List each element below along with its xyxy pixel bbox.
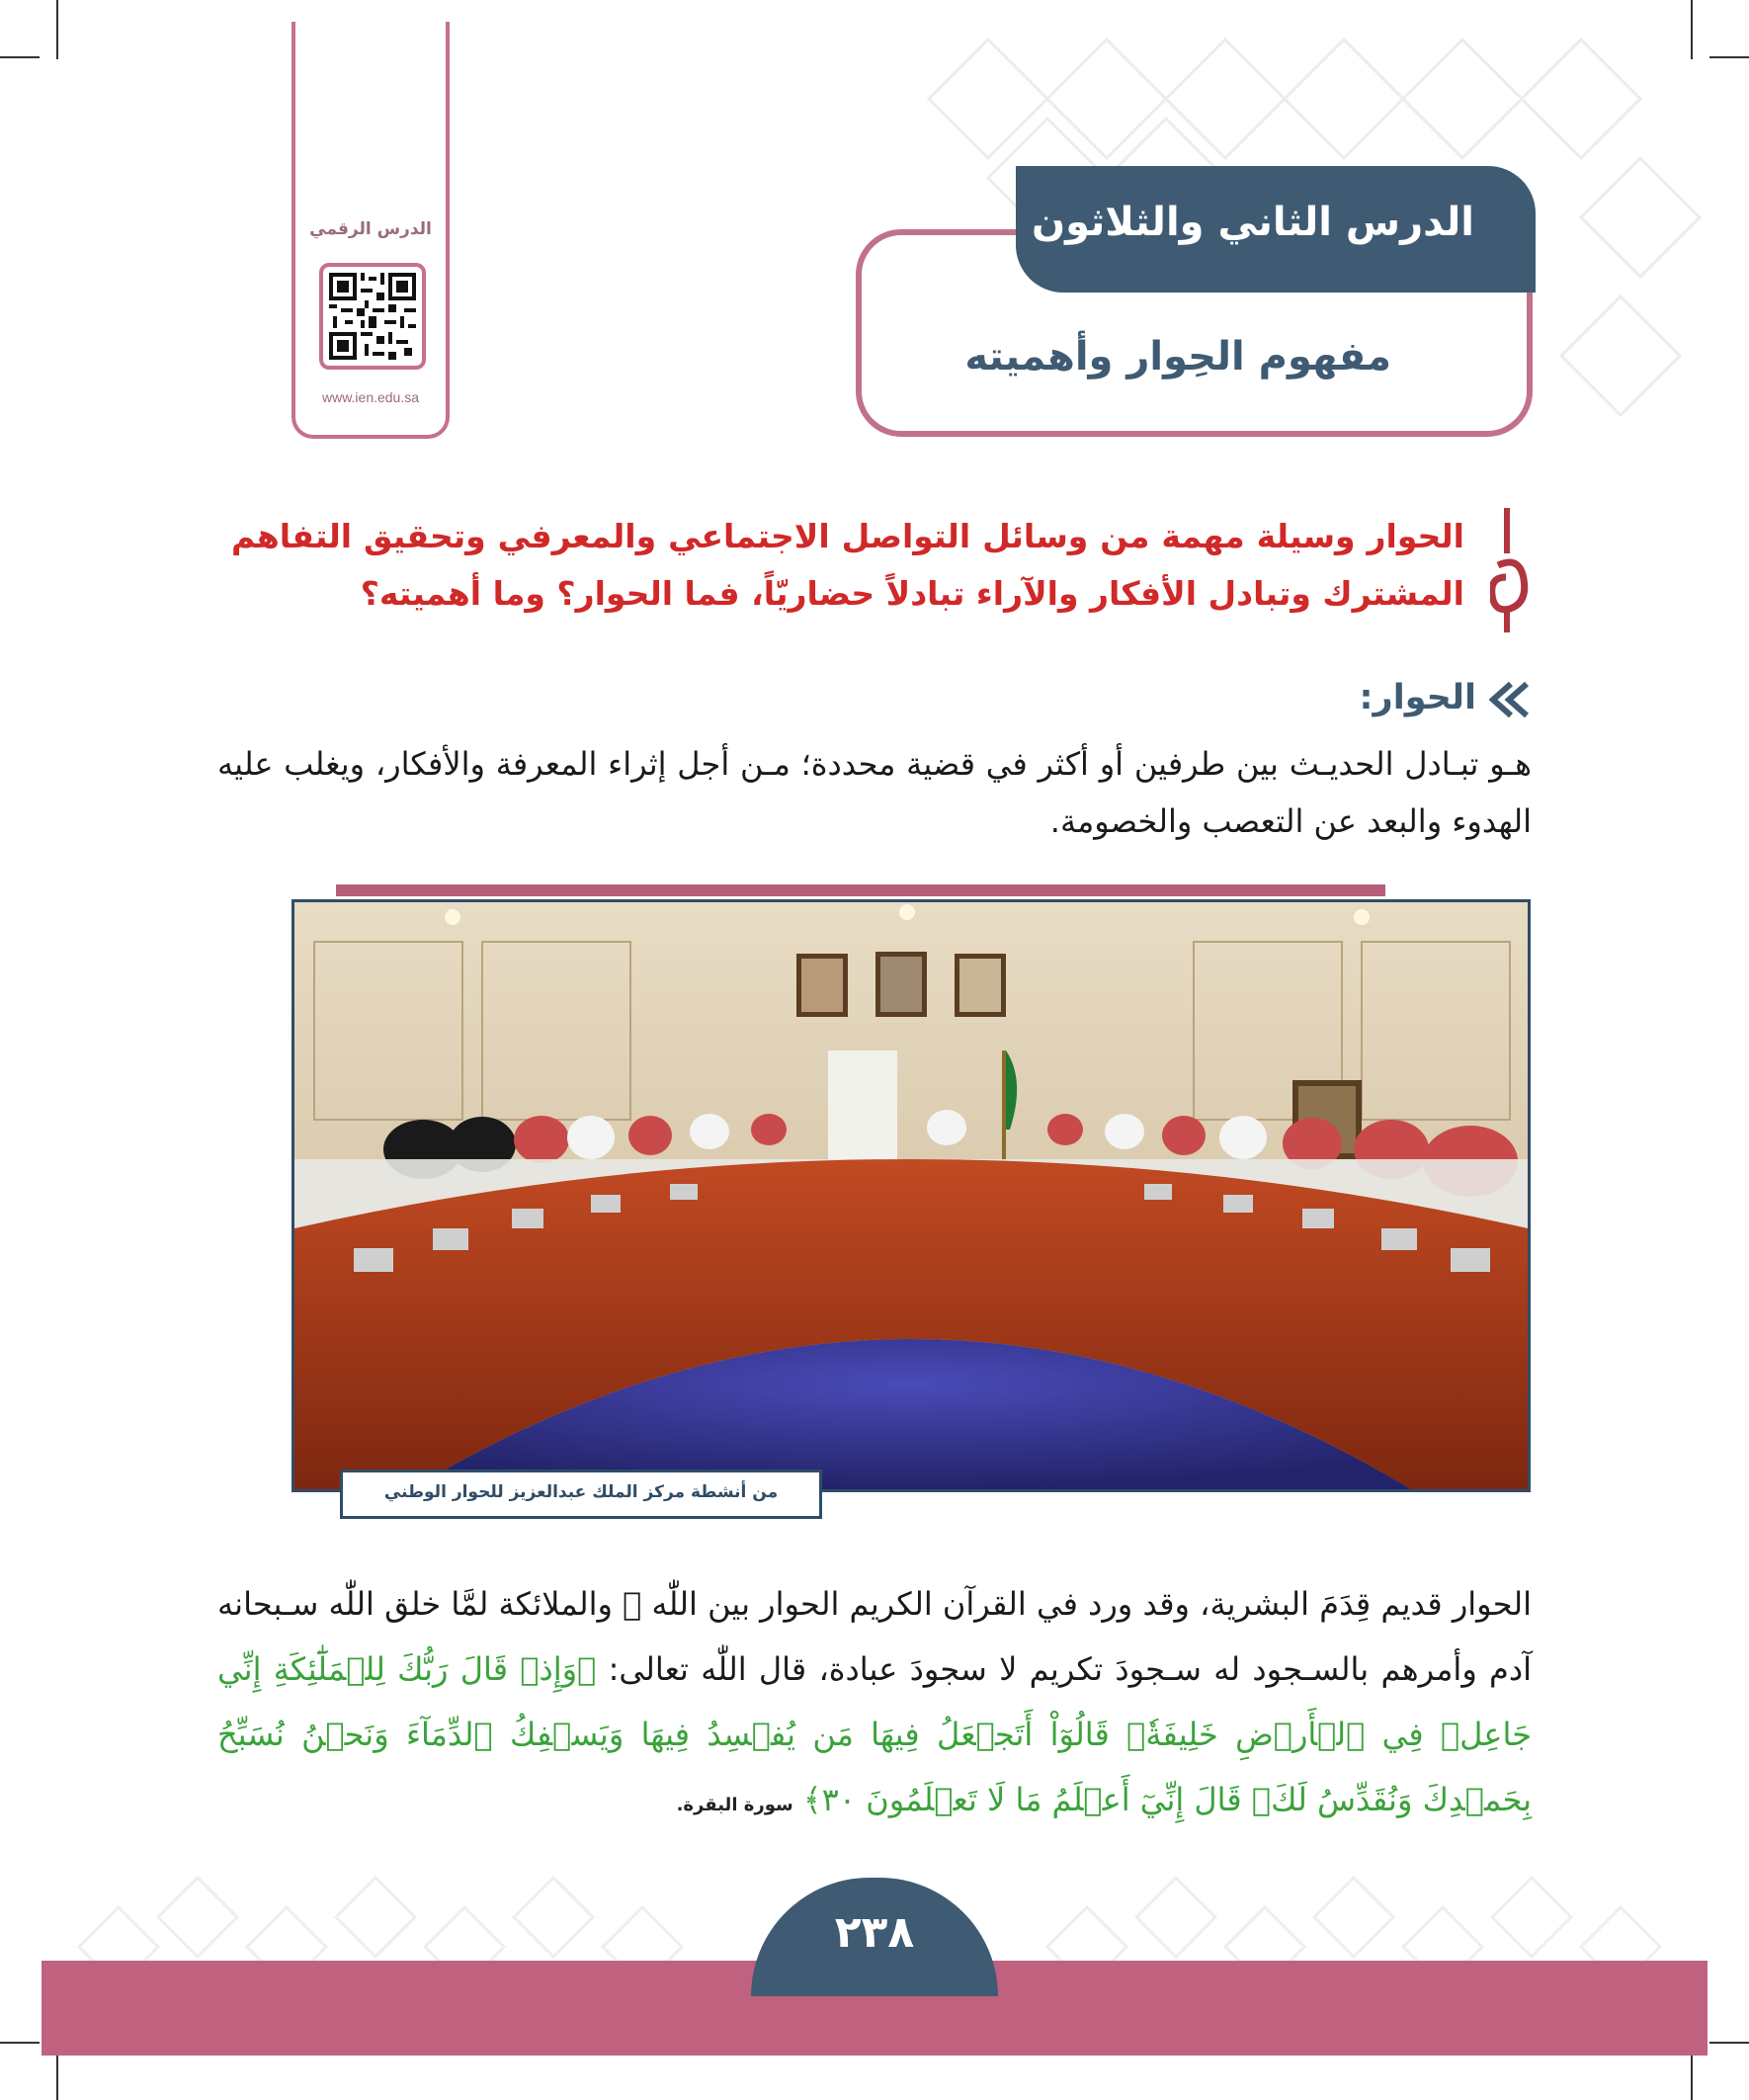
photo-accent-bar — [336, 884, 1385, 896]
body-paragraph — [217, 1571, 1532, 1838]
meeting-photo — [292, 899, 1531, 1492]
definition-heading: الحوار: — [1359, 678, 1476, 717]
quran-verse: ﴿وَإِذۡ قَالَ رَبُّكَ لِلۡمَلَٰٓئِكَةِ إِنِّي جَاعِلٞ فِي ٱلۡأَرۡضِ خَلِيفَةٗۖ قَالُوٓاْ أَتَجۡعَلُ فِيهَا مَن يُفۡسِدُ فِيهَا وَيَسۡفِكُ ٱلدِّمَآءَ وَنَحۡنُ نُسَبِّحُ بِحَمۡدِكَ وَنُقَدِّسُ لَكَۖ قَالَ إِنِّيٓ أَعۡلَمُ مَا لَا تَعۡلَمُونَ ٣٠﴾ — [217, 1650, 1533, 1818]
lesson-number: الدرس الثاني والثلاثون — [1031, 200, 1474, 245]
crop-mark — [1709, 56, 1749, 58]
website-url[interactable]: www.ien.edu.sa — [321, 389, 420, 405]
double-chevron-icon — [1489, 680, 1529, 719]
crop-mark — [56, 0, 58, 59]
crop-mark — [1709, 2042, 1749, 2044]
lesson-title: مفهوم الحِوار وأهميته — [964, 334, 1391, 379]
intro-question: الحوار وسيلة مهمة من وسائل التواصل الاجتماعي والمعرفي وتحقيق التفاهم المشترك وتبادل الأفكار والآراء تبادلاً حضاريّاً، فما الحوار؟ وما أهميته؟ — [231, 517, 1464, 613]
definition-text: هـو تبـادل الحديـث بين طرفين أو أكثر في قضية محددة؛ مـن أجل إثراء المعرفة والأفكار، ويغلب عليه الهدوء والبعد عن التعصب والخصومة. — [217, 745, 1532, 840]
qr-code-icon[interactable] — [319, 263, 426, 370]
digital-lesson-label: الدرس الرقمي — [309, 219, 432, 239]
body-text: الحوار قديم قِدَمَ البشرية، وقد ورد في القرآن الكريم الحوار بين اللّٰه ﷻ والملائكة لمَّا خلق اللّٰه سـبحانه آدم وأمرهم بالسـجود له سـجودَ تكريم لا سجودَ عبادة، قال اللّٰه تعالى: — [217, 1585, 1533, 1688]
crop-mark — [0, 56, 40, 58]
surah-reference: سورة البقرة. — [676, 1795, 793, 1815]
lesson-number-tab — [1016, 166, 1536, 293]
crop-mark — [0, 2042, 40, 2044]
digital-lesson-card[interactable] — [292, 22, 450, 439]
crop-mark — [1691, 0, 1693, 59]
page-number-tab — [751, 1878, 998, 1996]
intro-marker-icon — [1490, 508, 1530, 632]
photo-caption: من أنشطة مركز الملك عبدالعزيز للحوار الوطني — [383, 1482, 779, 1502]
page-number: ٢٣٨ — [834, 1907, 915, 1958]
photo-caption-box — [340, 1470, 822, 1519]
